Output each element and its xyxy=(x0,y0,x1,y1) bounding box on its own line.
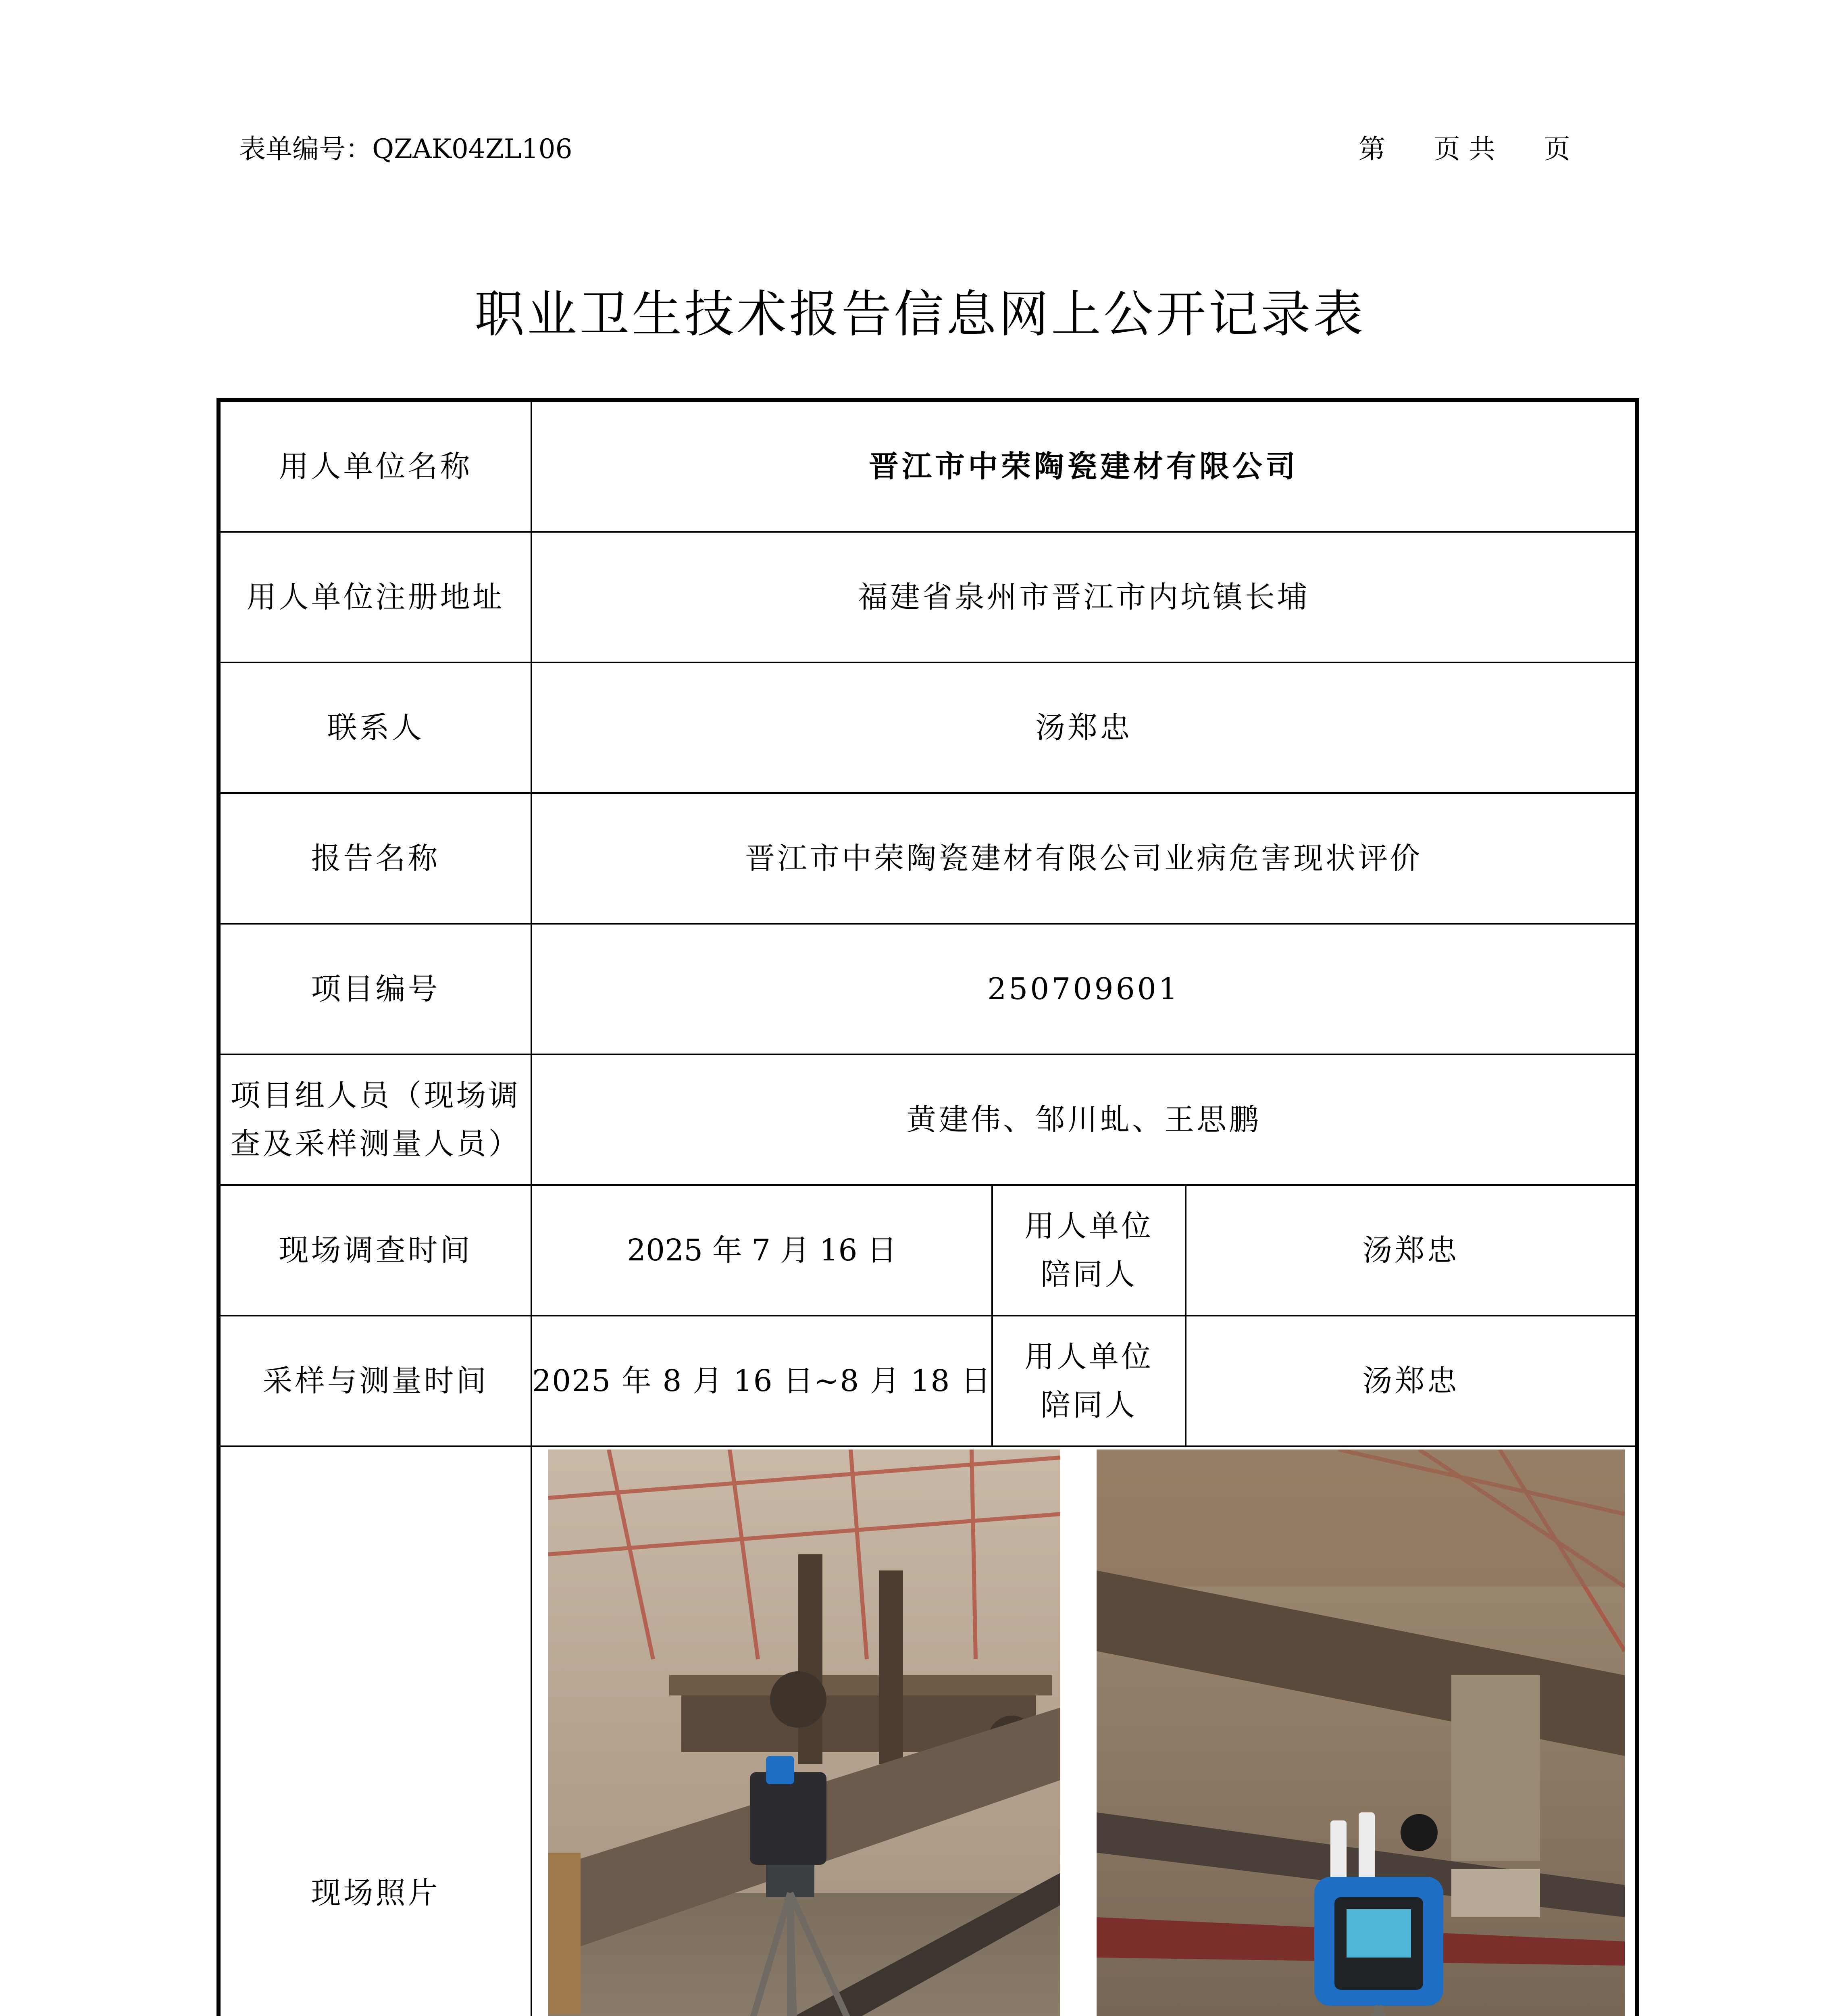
survey-accompany-value: 汤郑忠 xyxy=(1362,1233,1459,1268)
project-team-label-line2: 查及采样测量人员） xyxy=(230,1127,521,1161)
row-employer-name xyxy=(221,402,1635,533)
sampling-accompany-label xyxy=(993,1316,1186,1445)
sampling-accompany-label-line2: 陪同人 xyxy=(1041,1388,1137,1422)
sampling-date: 2025 年 8 月 16 日~8 月 18 日 xyxy=(532,1316,993,1445)
project-team-label-line1: 项目组人员（现场调 xyxy=(230,1078,521,1113)
sampling-time-label: 采样与测量时间 xyxy=(221,1316,532,1445)
report-name-value: 晋江市中荣陶瓷建材有限公司业病危害现状评价 xyxy=(745,841,1422,876)
site-photo-1-image xyxy=(548,1450,1060,2016)
row-contact xyxy=(221,663,1635,794)
row-employer-address xyxy=(221,533,1635,663)
site-photo-2 xyxy=(1097,1450,1625,2016)
project-number-label: 项目编号 xyxy=(221,925,532,1054)
sampling-accompany-value: 汤郑忠 xyxy=(1362,1364,1459,1398)
form-number: 表单编号：QZAK04ZL106 xyxy=(239,133,572,165)
survey-accompany-label-line2: 陪同人 xyxy=(1041,1257,1137,1292)
row-report-name xyxy=(221,794,1635,925)
contact-value: 汤郑忠 xyxy=(1035,710,1132,745)
page-ye-gong-label: 页 共 xyxy=(1434,133,1495,165)
row-sampling xyxy=(221,1316,1635,1447)
page-di-label: 第 xyxy=(1359,133,1385,165)
survey-accompany-label-line1: 用人单位 xyxy=(1024,1209,1153,1243)
project-team-label xyxy=(221,1055,532,1184)
page-ye-label: 页 xyxy=(1543,133,1570,165)
project-number-value: 250709601 xyxy=(987,972,1180,1006)
page-title: 职业卫生技术报告信息网上公开记录表 xyxy=(474,285,1365,344)
record-table xyxy=(216,398,1639,2016)
report-name-label: 报告名称 xyxy=(221,794,532,923)
row-photos xyxy=(221,1447,1635,2016)
row-project-team xyxy=(221,1055,1635,1186)
row-survey xyxy=(221,1186,1635,1316)
site-photo-2-image xyxy=(1097,1450,1625,2016)
row-project-number xyxy=(221,925,1635,1055)
sampling-accompany-label-line1: 用人单位 xyxy=(1024,1339,1153,1374)
photos-label: 现场照片 xyxy=(221,1447,532,2016)
site-photo-1 xyxy=(548,1450,1060,2016)
page-indicator xyxy=(1359,131,1570,167)
survey-date: 2025 年 7 月 16 日 xyxy=(532,1186,993,1315)
survey-time-label: 现场调查时间 xyxy=(221,1186,532,1315)
employer-name-value: 晋江市中荣陶瓷建材有限公司 xyxy=(869,449,1299,484)
project-team-value: 黄建伟、邹川虬、王思鹏 xyxy=(906,1102,1261,1137)
employer-address-value: 福建省泉州市晋江市内坑镇长埔 xyxy=(858,580,1309,614)
employer-name-label: 用人单位名称 xyxy=(221,402,532,531)
contact-label: 联系人 xyxy=(221,663,532,792)
survey-accompany-label xyxy=(993,1186,1186,1315)
employer-address-label: 用人单位注册地址 xyxy=(221,533,532,662)
